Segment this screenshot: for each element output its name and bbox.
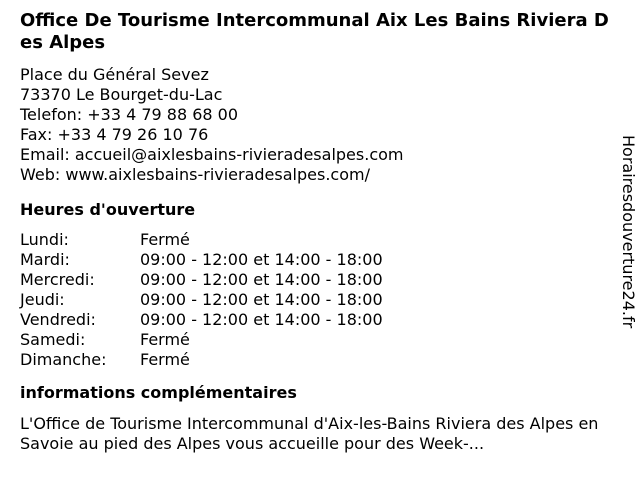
hours-time: Fermé (140, 350, 190, 369)
hours-day: Mercredi: (20, 270, 95, 289)
info-description: L'Office de Tourisme Intercommunal d'Aix-les-Bains Riviera des Alpes en Savoie au pied des Alpes vous accueille pour des Week-... (20, 414, 599, 453)
hours-day: Lundi: (20, 230, 69, 249)
info-heading: informations complémentaires (20, 383, 297, 402)
hours-time: Fermé (140, 330, 190, 349)
site-watermark: Horairesdouverture24.fr (619, 135, 638, 329)
email-address: Email: accueil@aixlesbains-rivieradesalpes.com (20, 145, 404, 164)
phone-number: Telefon: +33 4 79 88 68 00 (20, 105, 239, 124)
hours-row-monday (20, 230, 610, 250)
hours-row-tuesday (20, 250, 610, 270)
city-address: 73370 Le Bourget-du-Lac (20, 85, 223, 104)
hours-table (20, 230, 610, 370)
hours-day: Vendredi: (20, 310, 96, 329)
hours-time: 09:00 - 12:00 et 14:00 - 18:00 (140, 290, 383, 309)
hours-time: 09:00 - 12:00 et 14:00 - 18:00 (140, 250, 383, 269)
hours-day: Mardi: (20, 250, 70, 269)
hours-time: Fermé (140, 230, 190, 249)
hours-row-wednesday (20, 270, 610, 290)
hours-heading: Heures d'ouverture (20, 200, 196, 219)
hours-day: Dimanche: (20, 350, 107, 369)
hours-day: Samedi: (20, 330, 86, 349)
fax-number: Fax: +33 4 79 26 10 76 (20, 125, 209, 144)
address-block (20, 65, 610, 185)
page-title: Office De Tourisme Intercommunal Aix Les Bains Riviera Des Alpes (20, 10, 609, 53)
street-address: Place du Général Sevez (20, 65, 209, 84)
hours-day: Jeudi: (20, 290, 65, 309)
website-address: Web: www.aixlesbains-rivieradesalpes.com/ (20, 165, 370, 184)
hours-row-saturday (20, 330, 610, 350)
hours-time: 09:00 - 12:00 et 14:00 - 18:00 (140, 270, 383, 289)
hours-row-thursday (20, 290, 610, 310)
hours-time: 09:00 - 12:00 et 14:00 - 18:00 (140, 310, 383, 329)
hours-row-sunday (20, 350, 610, 370)
hours-row-friday (20, 310, 610, 330)
place-details (20, 10, 610, 454)
